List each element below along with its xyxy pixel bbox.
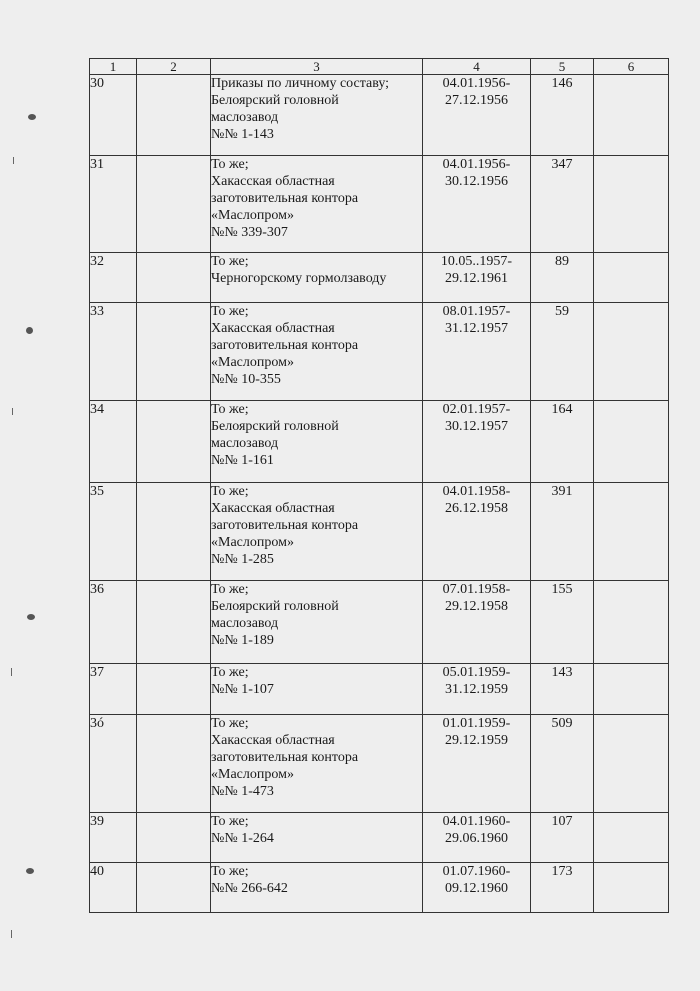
- punch-mark: [26, 327, 33, 334]
- index-cell: [137, 253, 211, 303]
- table-row: [90, 303, 669, 401]
- date-range: [423, 581, 531, 664]
- notes-cell: [594, 483, 669, 581]
- title-line: №№ 266-642: [211, 881, 288, 896]
- margin-tick: [11, 668, 12, 676]
- end-date: 09.12.1960: [445, 881, 508, 896]
- item-number: 36: [90, 581, 137, 664]
- start-date: 02.01.1957-: [442, 402, 511, 417]
- end-date: 31.12.1957: [445, 321, 508, 336]
- end-date: 29.06.1960: [445, 831, 508, 846]
- end-date: 30.12.1957: [445, 419, 508, 434]
- title-line: Белоярский головной: [211, 419, 339, 434]
- end-date: 30.12.1956: [445, 174, 508, 189]
- item-number: 3ó: [90, 715, 137, 813]
- table-row: [90, 715, 669, 813]
- sheet-count: 509: [531, 715, 594, 813]
- date-range: [423, 715, 531, 813]
- file-title: [211, 303, 423, 401]
- table-row: [90, 813, 669, 863]
- start-date: 04.01.1960-: [442, 814, 511, 829]
- date-range: [423, 303, 531, 401]
- title-line: То же;: [211, 665, 249, 680]
- date-range: [423, 863, 531, 913]
- title-line: Хакасская областная: [211, 733, 335, 748]
- start-date: 05.01.1959-: [442, 665, 511, 680]
- file-title: [211, 863, 423, 913]
- sheet-count: 173: [531, 863, 594, 913]
- start-date: 01.07.1960-: [442, 864, 511, 879]
- title-line: «Маслопром»: [211, 535, 294, 550]
- item-number: 30: [90, 75, 137, 156]
- title-line: Хакасская областная: [211, 321, 335, 336]
- index-cell: [137, 581, 211, 664]
- title-line: маслозавод: [211, 436, 279, 451]
- item-number: 39: [90, 813, 137, 863]
- index-cell: [137, 401, 211, 483]
- date-range: [423, 75, 531, 156]
- title-line: То же;: [211, 157, 249, 172]
- title-line: №№ 1-107: [211, 682, 274, 697]
- file-title: [211, 664, 423, 715]
- item-number: 32: [90, 253, 137, 303]
- title-line: То же;: [211, 254, 249, 269]
- index-cell: [137, 75, 211, 156]
- index-cell: [137, 863, 211, 913]
- index-cell: [137, 156, 211, 253]
- start-date: 04.01.1958-: [442, 484, 511, 499]
- table-row: [90, 401, 669, 483]
- title-line: №№ 1-285: [211, 552, 274, 567]
- title-line: №№ 1-161: [211, 453, 274, 468]
- end-date: 26.12.1958: [445, 501, 508, 516]
- item-number: 33: [90, 303, 137, 401]
- title-line: заготовительная контора: [211, 518, 359, 533]
- punch-mark: [26, 868, 34, 874]
- title-line: «Маслопром»: [211, 355, 294, 370]
- start-date: 01.01.1959-: [442, 716, 511, 731]
- sheet-count: 155: [531, 581, 594, 664]
- column-header: 6: [594, 59, 669, 75]
- title-line: То же;: [211, 814, 249, 829]
- notes-cell: [594, 253, 669, 303]
- title-line: То же;: [211, 402, 249, 417]
- date-range: [423, 253, 531, 303]
- file-title: [211, 253, 423, 303]
- notes-cell: [594, 664, 669, 715]
- notes-cell: [594, 303, 669, 401]
- file-title: [211, 581, 423, 664]
- table-row: [90, 863, 669, 913]
- title-line: №№ 1-473: [211, 784, 274, 799]
- index-cell: [137, 715, 211, 813]
- start-date: 04.01.1956-: [442, 157, 511, 172]
- item-number: 35: [90, 483, 137, 581]
- table-row: [90, 581, 669, 664]
- title-line: №№ 1-189: [211, 633, 274, 648]
- title-line: То же;: [211, 304, 249, 319]
- file-title: [211, 401, 423, 483]
- date-range: [423, 401, 531, 483]
- date-range: [423, 813, 531, 863]
- index-cell: [137, 813, 211, 863]
- title-line: №№ 339-307: [211, 225, 288, 240]
- table-row: [90, 253, 669, 303]
- sheet-count: 107: [531, 813, 594, 863]
- margin-tick: [12, 408, 13, 415]
- sheet-count: 391: [531, 483, 594, 581]
- notes-cell: [594, 863, 669, 913]
- column-header: 2: [137, 59, 211, 75]
- date-range: [423, 156, 531, 253]
- title-line: Хакасская областная: [211, 174, 335, 189]
- index-cell: [137, 483, 211, 581]
- margin-tick: [11, 930, 12, 938]
- title-line: заготовительная контора: [211, 191, 359, 206]
- title-line: Черногорскому гормолзаводу: [211, 271, 387, 286]
- file-title: [211, 156, 423, 253]
- table-row: [90, 483, 669, 581]
- column-header: 5: [531, 59, 594, 75]
- index-cell: [137, 303, 211, 401]
- column-header: 3: [211, 59, 423, 75]
- end-date: 31.12.1959: [445, 682, 508, 697]
- sheet-count: 59: [531, 303, 594, 401]
- end-date: 29.12.1959: [445, 733, 508, 748]
- sheet-count: 146: [531, 75, 594, 156]
- table-row: [90, 156, 669, 253]
- title-line: маслозавод: [211, 110, 279, 125]
- start-date: 04.01.1956-: [442, 76, 511, 91]
- item-number: 34: [90, 401, 137, 483]
- file-title: [211, 715, 423, 813]
- end-date: 29.12.1958: [445, 599, 508, 614]
- title-line: заготовительная контора: [211, 750, 359, 765]
- title-line: Белоярский головной: [211, 599, 339, 614]
- notes-cell: [594, 813, 669, 863]
- sheet-count: 89: [531, 253, 594, 303]
- title-line: То же;: [211, 716, 249, 731]
- notes-cell: [594, 581, 669, 664]
- column-header: 4: [423, 59, 531, 75]
- title-line: №№ 10-355: [211, 372, 281, 387]
- title-line: Хакасская областная: [211, 501, 335, 516]
- punch-mark: [28, 114, 36, 120]
- title-line: «Маслопром»: [211, 208, 294, 223]
- table-row: [90, 75, 669, 156]
- title-line: То же;: [211, 582, 249, 597]
- date-range: [423, 664, 531, 715]
- start-date: 07.01.1958-: [442, 582, 511, 597]
- title-line: Белоярский головной: [211, 93, 339, 108]
- start-date: 10.05..1957-: [440, 254, 513, 269]
- end-date: 29.12.1961: [445, 271, 508, 286]
- title-line: Приказы по личному составу;: [211, 76, 390, 91]
- date-range: [423, 483, 531, 581]
- item-number: 37: [90, 664, 137, 715]
- notes-cell: [594, 156, 669, 253]
- file-title: [211, 813, 423, 863]
- notes-cell: [594, 401, 669, 483]
- margin-tick: [13, 157, 14, 164]
- end-date: 27.12.1956: [445, 93, 508, 108]
- item-number: 31: [90, 156, 137, 253]
- column-number-row: [90, 59, 669, 75]
- title-line: маслозавод: [211, 616, 279, 631]
- file-title: [211, 483, 423, 581]
- punch-mark: [27, 614, 35, 620]
- title-line: «Маслопром»: [211, 767, 294, 782]
- inventory-table: [89, 58, 669, 913]
- index-cell: [137, 664, 211, 715]
- file-title: [211, 75, 423, 156]
- sheet-count: 164: [531, 401, 594, 483]
- sheet-count: 143: [531, 664, 594, 715]
- title-line: То же;: [211, 864, 249, 879]
- notes-cell: [594, 75, 669, 156]
- column-header: 1: [90, 59, 137, 75]
- notes-cell: [594, 715, 669, 813]
- sheet-count: 347: [531, 156, 594, 253]
- start-date: 08.01.1957-: [442, 304, 511, 319]
- title-line: заготовительная контора: [211, 338, 359, 353]
- item-number: 40: [90, 863, 137, 913]
- title-line: №№ 1-143: [211, 127, 274, 142]
- table-row: [90, 664, 669, 715]
- title-line: №№ 1-264: [211, 831, 274, 846]
- title-line: То же;: [211, 484, 249, 499]
